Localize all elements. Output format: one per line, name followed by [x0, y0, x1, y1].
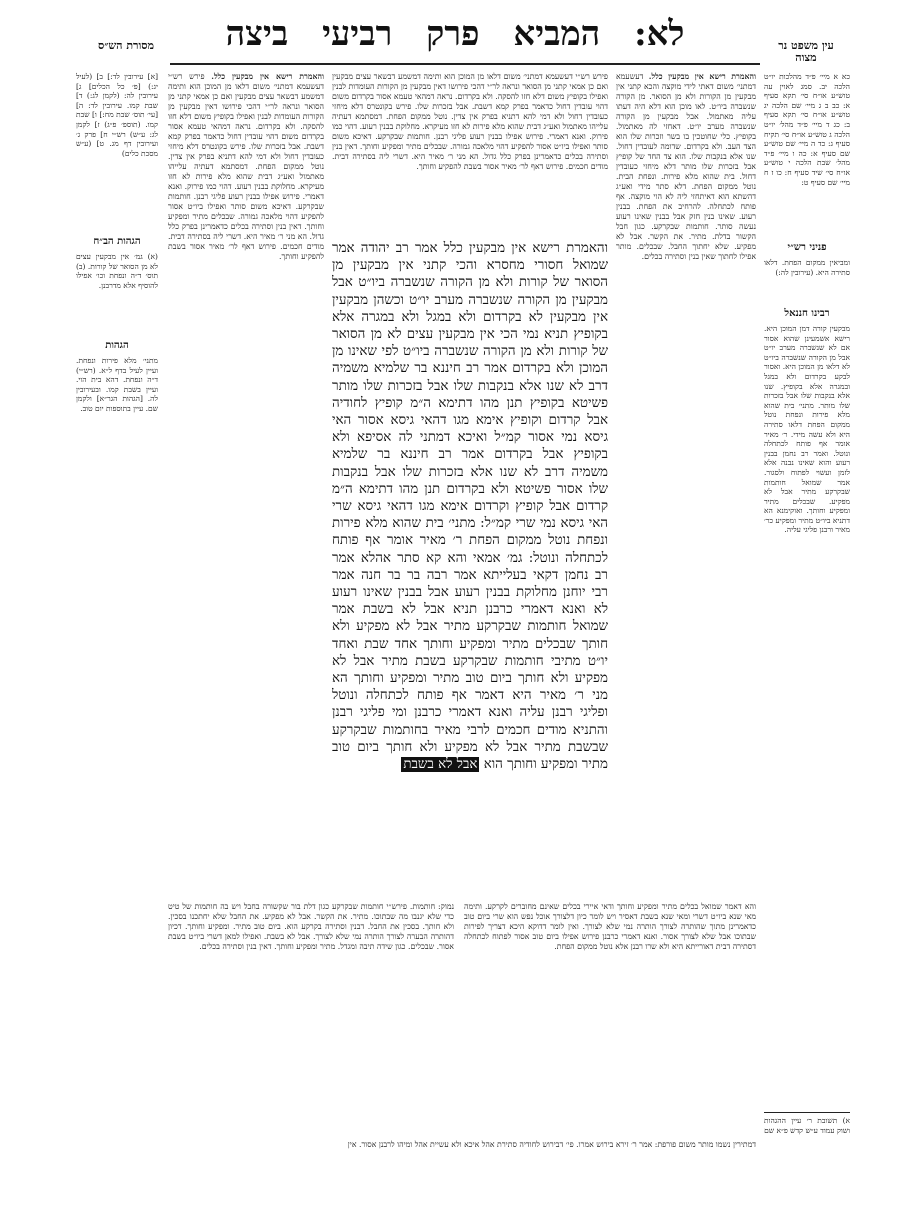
masoret-hashas-column: [א] עירובין לד:] ב] (לעיל יג:) [פ׳ כל הכלים] ג] עירובין לה: (לקמן לג:) ד] שבת קמו. עירובין לד: ה] [עי׳ תוס׳ שבת מח:] ו] שבת קמו. (תוספ׳ פ״ג) ז] לקמן לג: ע״ש) רש״י ח] פרק ג׳ ועירובין דף מג. ט] (ע״ש מסכת כלים): [76, 72, 158, 158]
tractate-name: ביצה: [225, 14, 289, 54]
ein-mishpat-label: עין משפט נר מצוה: [778, 39, 834, 64]
page-header: [195, 14, 715, 54]
bottom-commentary-right: והא דאמר שמואל בכלים מתיר ומפקיע וחותך ודאי איירי בכלים שאינם מחוברים לקרקע. ותימה מאי שנא ביו״ט דשרי ומאי שנא בשבת דאסיר ויש לומר כיון דלצורך אוכל נפש הוא שרי ביום טוב כדאמרינן מתוך שהותרה לצורך הותרה נמי שלא לצורך. ואין לומר דדוקא היכא דצריך לפירות שבתוכו אבל שלא לצורך אסור. ואנא דאמרי כרבנן פירוש אפילו ביום טוב אסור לפתוח לכתחלה דסתירה דבית דאורייתא היא ולא שרו רבנן אלא נוטל ממקום הפחת.: [464, 902, 756, 951]
bottom-footer-line: דמתירין נשמו מותר משום פורפת: אמר ר׳ זירא בירוש אמרו. פי׳ דבירוש לחודיה סתירת אהל איכא ולא עשיית אהל ומיהו לרבנן אסור. אין: [347, 1140, 756, 1149]
tosafot-wrap-text: פירש רש״י דעשעמא דמתני׳ משום דלאו מן המוכן הוא ותימה דמשמע דבשאר עצים מבקעין ואם כן אמאי קתני מן הסואר ונראה לר״י דהכי פירושו דאין מבקעין מן הקורות העומדות לבנין ואפילו בקופיץ משום דלא חזו להסקה. ולא בקרדום. נראה דמהאי טעמא אסור בקרדום משום דהוי עובדין דחול כדאמר בפרק קמא דשבת. אבל בזכרות שלו. פירש בקונטרס דלא מיחזי כעובדין דחול ולא דמי להא דתניא בפרק אין צדין. נוטל ממקום הפחת. דמסתמא דעתיה עלייהו מאתמול ואע״ג דבית שהוא מלא פירות לא חזו מעיקרא. מחלוקת בבנין רעוע. דהוי כמו פירוק. ואנא דאמרי. פירוש אפילו בבנין רעוע פליגי רבנן. חותמות שבקרקע. דאיכא משום סותר ואפילו ביו״ט אסור להפקיע דהוי מלאכה גמורה. שבכלים מתיר ומפקיע וחותך. דאין בנין וסתירה בכלים כדאמרינן בפרק כלל גדול. הא מני ר׳ מאיר היא. דשרי ליה בסתירה דבית. מודים חכמים. פירוש דאף לר׳ מאיר אסור בשבת להפקיע וחותך.: [332, 72, 608, 171]
daf-number: לא:: [634, 14, 685, 54]
rashi-pearls-body: ומביאין ממקום הפחת. דלאו סתירה היא. (עירובין לה:): [764, 258, 850, 277]
rabbeinu-chananel-heading: רבינו חננאל: [784, 308, 830, 319]
tosafot-top-wrap: [332, 72, 608, 232]
bottom-commentary-left: נמוק: חותמות. פירש״י חותמות שבקרקע כגון דלת בור שקשורה בחבל ויש בה חותמות של טיט כדי שלא יגנבו מה שבתוכו. מתיר. את הקשר. אבל לא מפקיע. את החבל שלא יחתכנו בסכין. ולא חותך. בסכין את החבל. דבנין וסתירה בקרקע הוא. ביום טוב מתיר. ומפקיע וחותך. דכיון דהותרה הבערה לצורך הותרה נמי שלא לצורך. אבל לא בשבת. ואפילו למאן דשרי ביו״ט בשבת אסור. שבכלים. כגון שידה תיבה ומגדל. מתיר ומפקיע וחותך. דאין בנין וסתירה בכלים.: [168, 902, 454, 951]
gilyon-heading: הגהות: [105, 340, 129, 351]
highlighted-phrase: אבל לא בשבת: [403, 757, 478, 773]
rashi-body: דעשעמא דמתני׳ משום דאתי לידי מוקצה והכא קתני אין מבקעין מן הקורות ולא מן הסואר. מן הקורה שנשברה ביו״ט. לאו מוכן הוא דלא היה דעתו עליה מאתמול. אבל מבקעין מן הקורה שנשברה מערב יו״ט. דאחזי לה מאתמול. בקופיץ. כלי שחוטכין בו בשר וזכרות שלו הוא הצד העב. ולא בקרדום. שדומה לעובדין דחול. שנו אלא בנקבות שלו. הוא צד החד של קופיץ אבל בזכרות שלו מותר דלא מיחזי כעובדין דחול. בית שהוא מלא פירות. ונפחת הבית. נוטל ממקום הפחת. דלא סתר מידי ואע״ג דהשתא הוא דאיתחזי ליה לא הוי מוקצה. אף פותח לכתחלה. להרחיב את הפחת. בבנין רעוע. שאינו בנין חזק אבל בבנין שאינו רעוע נעשה סותר. חותמות שבקרקע. כגון חבל הקשור בדלת. מתיר. את הקשר. אבל לא מפקיע. שלא יחתוך החבל. שבכלים. מותר אפילו לחתוך שאין בנין וסתירה בכלים.: [616, 72, 756, 261]
gemara-body: והאמרת רישא אין מבקעין כלל אמר רב יהודה אמר שמואל חסורי מחסרא והכי קתני אין מבקעין מן הסואר של קורות ולא מן הקורה שנשברה ביו״ט אבל מבקעין מן הקורה שנשברה מערב יו״ט וכשהן מבקעין אין מבקעין לא בקרדום ולא במגל ולא במגרה אלא בקופיץ תניא נמי הכי אין מבקעין עצים לא מן הסואר של קורות ולא מן הקורה שנשברה ביו״ט לפי שאינו מן המוכן ולא בקרדום אמר רב חיננא בר שלמיא משמיה דרב לא שנו אלא בנקבות שלו אבל בזכרות שלו מותר פשיטא בקופיץ תנן מהו דתימא ה״מ קופיץ לחודיה אבל קרדום וקופיץ אימא מגו דהאי גיסא אסור האי גיסא נמי אסור קמ״ל ואיכא דמתני לה אסיפא ולא בקופיץ אבל בקרדום אמר רב חיננא בר שלמיא משמיה דרב לא שנו אלא בזכרות שלו אבל בנקבות שלו אסור פשיטא ולא בקרדום תנן מהו דתימא ה״מ קרדום אבל קופיץ וקרדום אימא מגו דהאי גיסא שרי האי גיסא נמי שרי קמ״ל: מתני׳ בית שהוא מלא פירות ונפחת נוטל ממקום הפחת ר׳ מאיר אומר אף פותח לכתחלה ונוטל: גמ׳ אמאי והא קא סתר אהלא אמר רב נחמן דקאי בעלייתא אמר רבה בר בר חנה אמר רבי יוחנן מחלוקת בבנין רעוע אבל בבנין שאינו רעוע לא ואנא דאמרי כרבנן תניא אבל לא בשבת אמר שמואל חותמות שבקרקע מתיר אבל לא מפקיע ולא חותך שבכלים מתיר ומפקיע וחותך אחד שבת ואחד יו״ט מתיבי חותמות שבקרקע בשבת מתיר אבל לא מפקיע ולא חותך ביום טוב מתיר ומפקיע וחותך הא מני ר׳ מאיר היא דאמר אף פותח לכתחלה ונוטל ופליגי רבנן עליה ואנא דאמרי כרבנן ומי פליגי רבנן והתניא מודים חכמים לרבי מאיר בחותמות שבקרקע שבשבת מתיר אבל לא מפקיע ולא חותך ביום טוב מתיר ומפקיע וחותך הוא: [332, 241, 608, 773]
hagahot-habach-body: (א) גמ׳ אין מבקעין עצים לא מן הסואר של קורות. (ב) תוס׳ ד״ה ונפחת וכו׳ אפילו להוסיף אלא מדרבנן.: [76, 252, 158, 290]
chapter-title: פרק רביעי: [322, 14, 480, 54]
right-margin-footnote: א) תשובת ר׳ עיין ההגהות ושוק עמוד ע״ש קדש פ״א שם: [764, 1116, 850, 1135]
tosafot-body: פירש רש״י דעשעמא דמתני׳ משום דלאו מן המוכן הוא ותימה דמשמע דבשאר עצים מבקעין ואם כן אמאי קתני מן הסואר ונראה לר״י דהכי פירושו דאין מבקעין מן הקורות העומדות לבנין ואפילו בקופיץ משום דלא חזו להסקה. ולא בקרדום. נראה דמהאי טעמא אסור בקרדום משום דהוי עובדין דחול כדאמר בפרק קמא דשבת. אבל בזכרות שלו. פירש בקונטרס דלא מיחזי כעובדין דחול ולא דמי להא דתניא בפרק אין צדין. נוטל ממקום הפחת. דמסתמא דעתיה עלייהו מאתמול ואע״ג דבית שהוא מלא פירות לא חזו מעיקרא. מחלוקת בבנין רעוע. דהוי כמו פירוק. ואנא דאמרי. פירוש אפילו בבנין רעוע פליגי רבנן. חותמות שבקרקע. דאיכא משום סותר ואפילו ביו״ט אסור להפקיע דהוי מלאכה גמורה. שבכלים מתיר ומפקיע וחותך. דאין בנין וסתירה בכלים כדאמרינן בפרק כלל גדול. הא מני ר׳ מאיר היא. דשרי ליה בסתירה דבית. מודים חכמים. פירוש דאף לר׳ מאיר אסור בשבת להפקיע וחותך.: [168, 72, 324, 261]
rabbeinu-chananel-body: מבקעין קורה דמן המוכן היא. רישא אשמעינן שהוא אסור אם לא שנשברה מערב יו״ט אבל מן הקורה שנשברה ביו״ט לא דלאו מן המוכן היא. ואסור לבקע בקרדום ולא במגל ובמגרה אלא בקופיץ. שנו אלא בנקבות שלו אבל בזכרות שלו מותר. מתני׳ בית שהוא מלא פירות ונפחת נוטל ממקום הפחת דלאו סתירה היא ולא עשה מידי. ר׳ מאיר אומר אף פותח לכתחלה ונוטל. ואמר רב נחמן בבנין רעוע והוא שאינו נבנה אלא לזמן ועשוי לפתוח ולסגור. אמר שמואל חותמות שבקרקע מתיר אבל לא מפקיע. שבכלים מתיר ומפקיע וחותך. ואוקימנא הא דתניא ביו״ט מתיר ומפקיע כר׳ מאיר ורבנן פליגי עליה.: [764, 324, 850, 535]
masoret-hashas-label: מסורת הש״ס: [97, 39, 155, 52]
tosafot-heading: והאמרת רישא אין מבקעין כלל.: [211, 72, 324, 81]
rashi-column: [616, 72, 756, 892]
chapter-prefix: המביא: [513, 14, 601, 54]
footnote-rule: [764, 1112, 850, 1113]
rashi-pearls-heading: פניני רש״י: [787, 242, 827, 253]
rashi-heading: והאמרת רישא אין מבקעין כלל.: [648, 72, 756, 81]
gilyon-body: מתני׳ מלא פירות ונפחת. ועיין לעיל בדף ל״א. (רש״י) ד״ה ונפחת. דהא בית הוי. ועיין בשבת קמו. ובעירובין לה. [הגהות הגר״א] ולקמן שם. עיין בתוספות יום טוב.: [76, 356, 158, 413]
header-rule: [170, 63, 760, 65]
hagahot-habach-heading: הגהות הב״ח: [93, 236, 141, 247]
gemara-main-text: [332, 240, 608, 892]
tosafot-column: [168, 72, 324, 892]
ein-mishpat-column: כא א מיי׳ פ״ד מהלכות יו״ט הלכה יב. סמג לאוין עה טוש״ע או״ח סי׳ תקא סעיף א: כב ב ג מיי׳ שם הלכה יג טוש״ע או״ח סי׳ תקא סעיף ב: כג ד מיי׳ פ״ד מהל׳ יו״ט הלכה ג טוש״ע או״ח סי׳ תקיח סעיף ג: כד ה מיי׳ שם טוש״ע שם סעיף א: כה ו מיי׳ פ״ד מהל׳ שבת הלכה י טוש״ע או״ח סי׳ שיד סעיף ח: כו ז ח מיי׳ שם סעיף ט:: [764, 72, 850, 187]
